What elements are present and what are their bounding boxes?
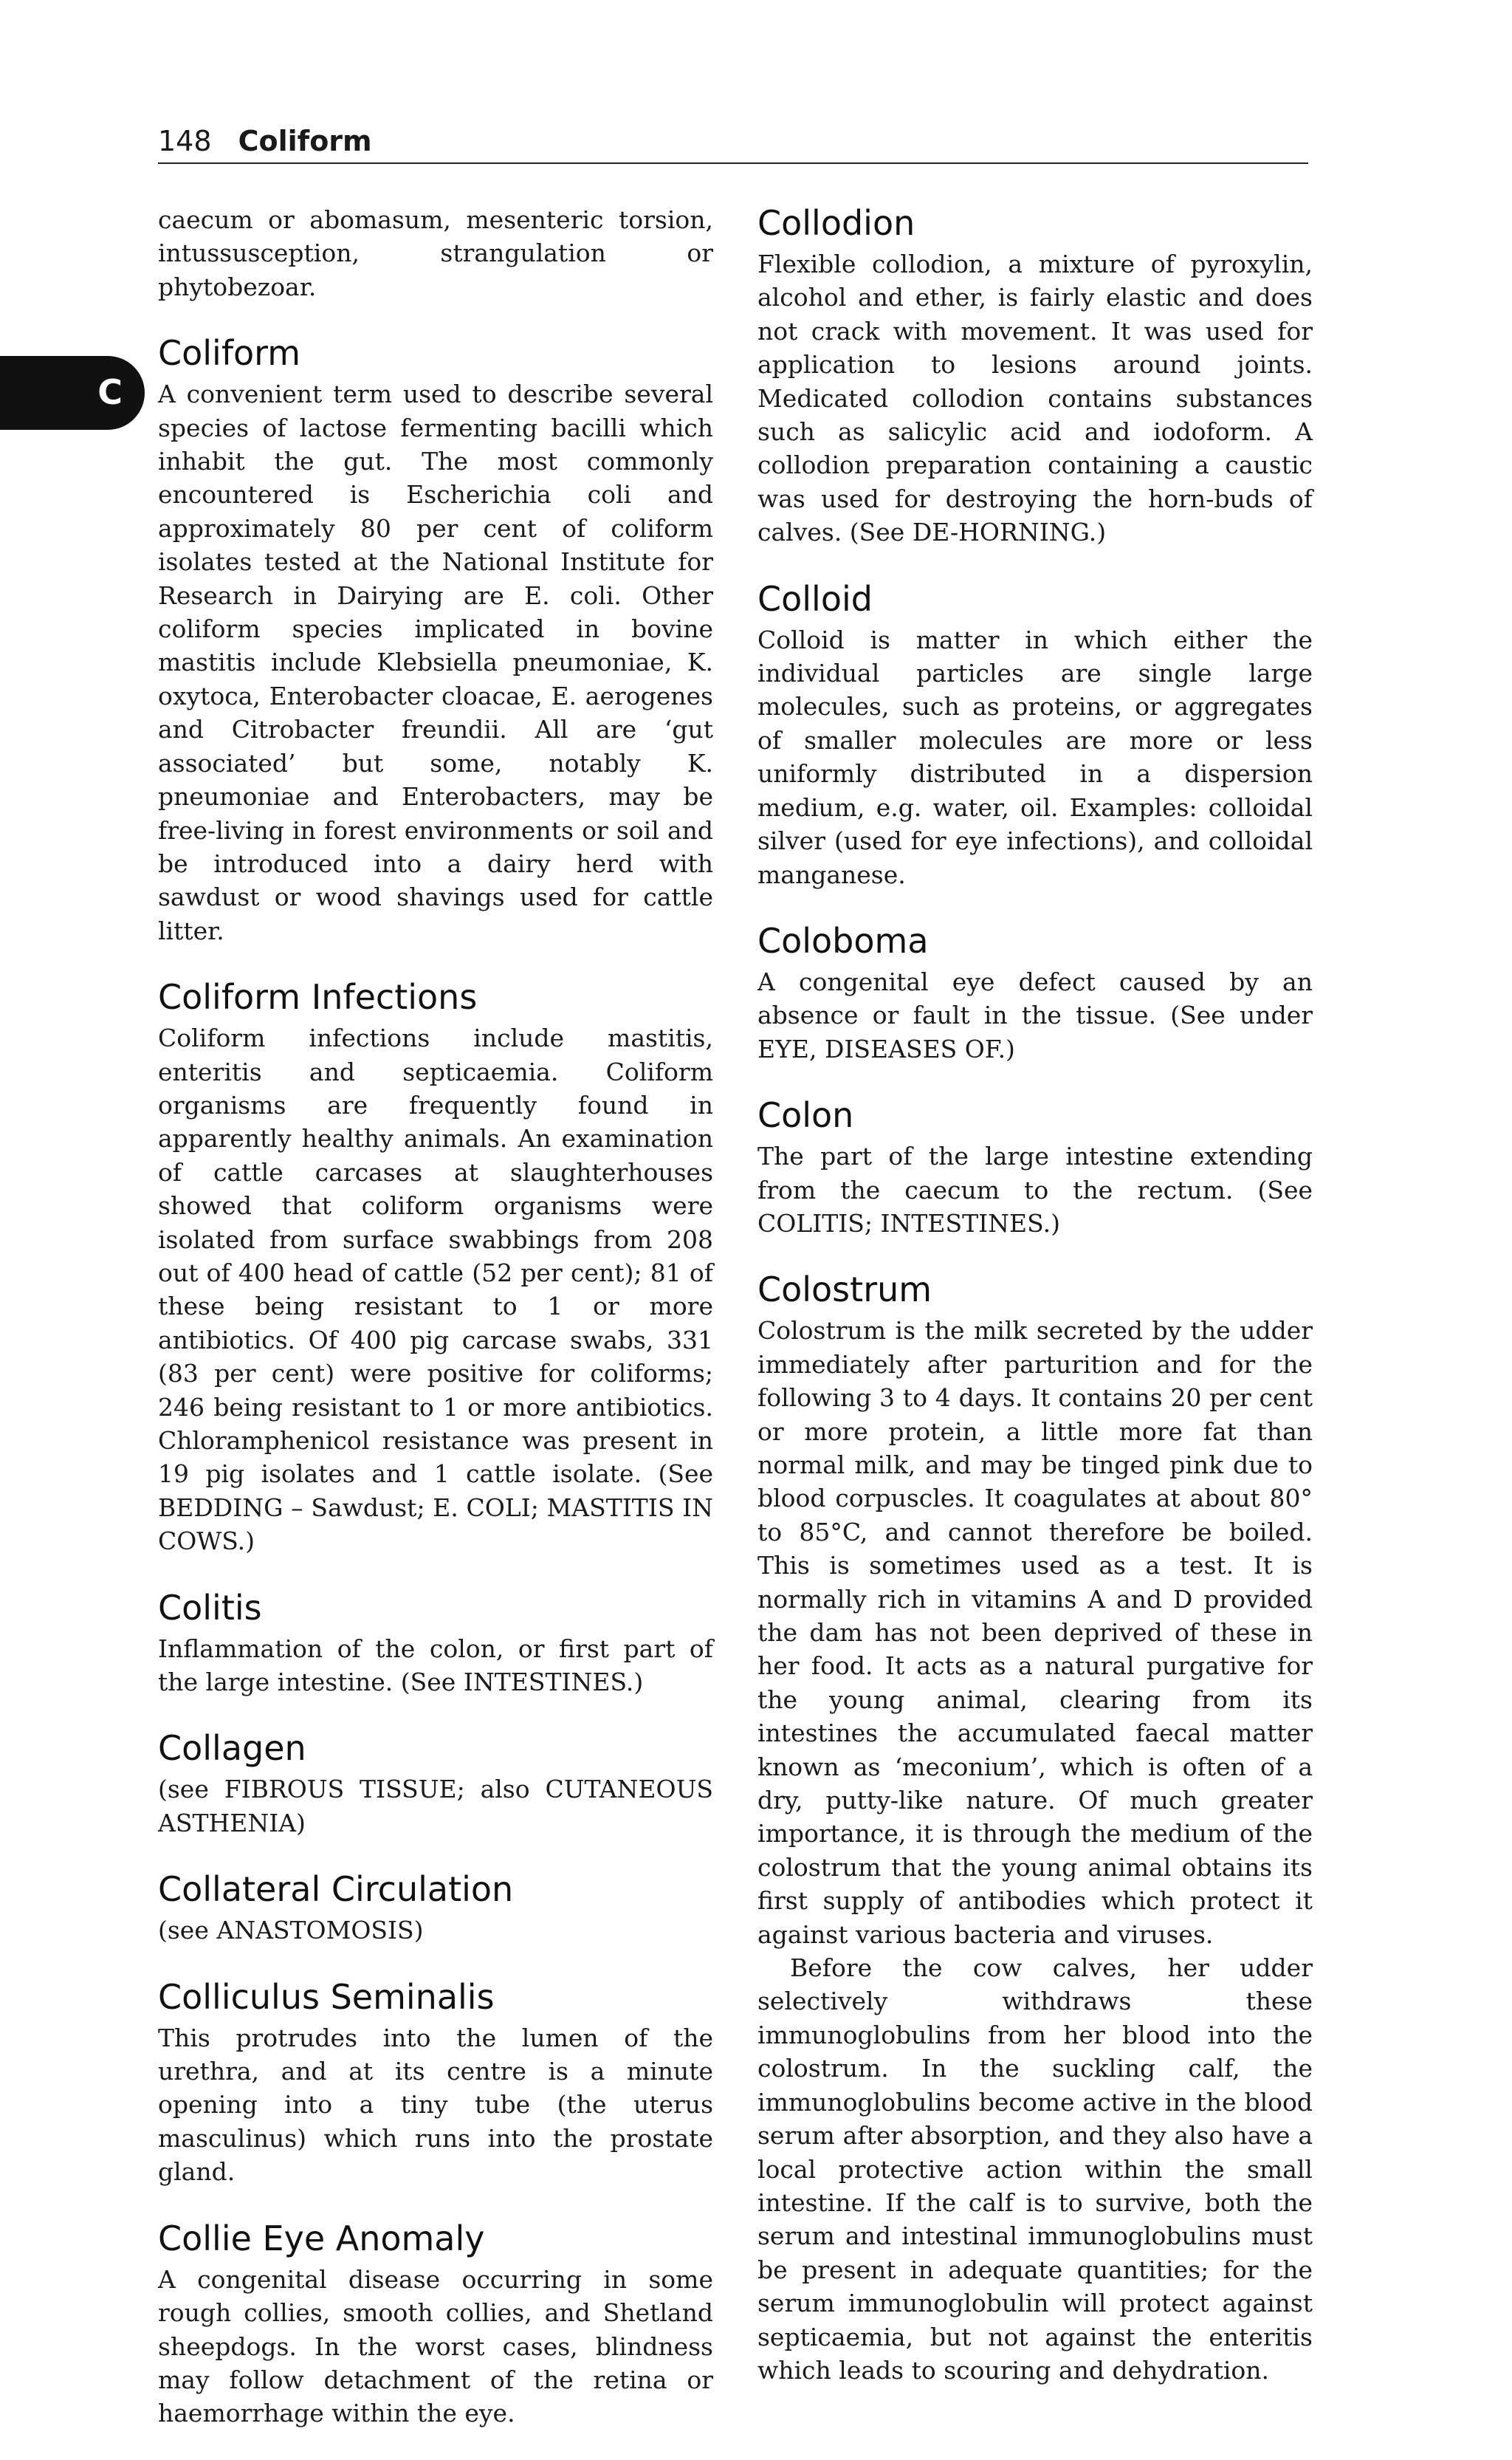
entry-colostrum bbox=[757, 1270, 1313, 2387]
entry-colitis bbox=[158, 1588, 713, 1699]
entry-title: Coloboma bbox=[757, 920, 929, 961]
entry-colloid bbox=[757, 579, 1313, 891]
running-head: Coliform bbox=[238, 125, 372, 157]
entry-text: Colostrum is the milk secreted by the udder immediately after parturition and for the following 3 to 4 days. It contains 20 per cent or more protein, a little more fat than normal milk, and may be tinged pink due to blood corpuscles. It coagulates at about 80° to 85°C, and cannot therefore be boiled. This is sometimes used as a test. It is normally rich in vitamins A and D provided the dam has not been deprived of these in her food. It acts as a natural purgative for the young animal, clearing from its intestines the accumulated faecal matter known as ‘meconium’, which is often of a dry, putty-like nature. Of much greater importance, it is through the medium of the colostrum that the young animal obtains its first supply of antibodies which protect it against various bacteria and viruses. bbox=[757, 1316, 1313, 1949]
entry-title: Colloid bbox=[757, 578, 873, 619]
entry-text: (see FIBROUS TISSUE; also CUTANEOUS ASTHENIA) bbox=[158, 1775, 713, 1837]
entry-title: Collateral Circulation bbox=[158, 1869, 514, 1910]
entry-title: Colliculus Seminalis bbox=[158, 1976, 495, 2017]
entry-text: A convenient term used to describe several species of lactose fermenting bacilli which inhabit the gut. The most commonly encountered is Escherichia coli and approximately 80 per cent of coliform isolates tested at the National Institute for Research in Dairying are E. coli. Other coliform species implicated in bovine mastitis include Klebsiella pneumoniae, K. oxytoca, Enterobacter cloacae, E. aerogenes and Citrobacter freundii. All are ‘gut associated’ but some, notably K. pneumoniae and Enterobacters, may be free-living in forest environments or soil and be introduced into a dairy herd with sawdust or wood shavings used for cattle litter. bbox=[158, 380, 713, 945]
entry-colon bbox=[757, 1095, 1313, 1240]
entry-title: Collodion bbox=[757, 203, 915, 243]
continuation-text: caecum or abomasum, mesenteric torsion, intussusception, strangulation or phytobezoar. bbox=[158, 205, 713, 301]
thumb-index-letter: C bbox=[97, 372, 123, 412]
thumb-index-tab bbox=[0, 356, 145, 430]
entry-text: Inflammation of the colon, or first part of the large intestine. (See INTESTINES.) bbox=[158, 1634, 713, 1697]
entry-title: Coliform Infections bbox=[158, 977, 478, 1018]
entry-text: Before the cow calves, her udder selectively withdraws these immunoglobulins from her blood into the colostrum. In the suckling calf, the immunoglobulins become active in the blood serum after absorption, and they also have a local protective action within the small intestine. If the calf is to survive, both the serum and intestinal immunoglobulins must be present in adequate quantities; for the serum immunoglobulin will protect against septicaemia, but not against the enteritis which leads to scouring and dehydration. bbox=[757, 1953, 1313, 2385]
entry-collateral-circulation bbox=[158, 1869, 713, 1947]
right-column bbox=[757, 203, 1313, 2416]
entry-text: A congenital disease occurring in some rough collies, smooth collies, and Shetland sheepdogs. In the worst cases, blindness may follow detachment of the retina or haemorrhage within the eye. bbox=[158, 2264, 713, 2428]
entry-title: Colostrum bbox=[757, 1270, 932, 1310]
entry-text: Flexible collodion, a mixture of pyroxylin, alcohol and ether, is fairly elastic and does not crack with movement. It was used for application to lesions around joints. Medicated collodion contains substances such as salicylic acid and iodoform. A collodion preparation containing a caustic was used for destroying the horn-buds of calves. (See DE-HORNING.) bbox=[757, 250, 1313, 547]
entry-collodion bbox=[757, 203, 1313, 549]
entry-text: The part of the large intestine extending from the caecum to the rectum. (See COLITIS; INTESTINES.) bbox=[757, 1142, 1313, 1238]
entry-collie-eye-anomaly bbox=[158, 2219, 713, 2430]
entry-text: Colloid is matter in which either the individual particles are single large molecules, such as proteins, or aggregates of smaller molecules are more or less uniformly distributed in a dispersion medium, e.g. water, oil. Examples: colloidal silver (used for eye infections), and colloidal manganese. bbox=[757, 625, 1313, 889]
left-column bbox=[158, 203, 713, 2460]
entry-title: Collagen bbox=[158, 1728, 306, 1769]
entry-text: This protrudes into the lumen of the urethra, and at its centre is a minute opening into a tiny tube (the uterus masculinus) which runs into the prostate gland. bbox=[158, 2023, 713, 2187]
entry-coliform bbox=[158, 333, 713, 948]
entry-text: A congenital eye defect caused by an absence or fault in the tissue. (See under EYE, DISEASES OF.) bbox=[757, 967, 1313, 1063]
entry-coloboma bbox=[757, 921, 1313, 1066]
entry-text: (see ANASTOMOSIS) bbox=[158, 1916, 424, 1945]
entry-title: Colitis bbox=[158, 1587, 262, 1628]
entry-colliculus-seminalis bbox=[158, 1977, 713, 2189]
page-header bbox=[158, 124, 1308, 164]
entry-text: Coliform infections include mastitis, enteritis and septicaemia. Coliform organisms are frequently found in apparently healthy animals. An examination of cattle carcases at slaughterhouses showed that coliform organisms were isolated from surface swabbings from 208 out of 400 head of cattle (52 per cent); 81 of these being resistant to 1 or more antibiotics. Of 400 pig carcase swabs, 331 (83 per cent) were positive for coliforms; 246 being resistant to 1 or more antibiotics. Chloramphenicol resistance was present in 19 pig isolates and 1 cattle isolate. (See BEDDING – Sawdust; E. COLI; MASTITIS IN COWS.) bbox=[158, 1024, 713, 1556]
entry-title: Collie Eye Anomaly bbox=[158, 2218, 485, 2258]
entry-title: Coliform bbox=[158, 333, 301, 374]
page-number: 148 bbox=[158, 125, 212, 157]
entry-title: Colon bbox=[757, 1095, 854, 1136]
entry-collagen bbox=[158, 1728, 713, 1840]
entry-coliform-infections bbox=[158, 977, 713, 1558]
